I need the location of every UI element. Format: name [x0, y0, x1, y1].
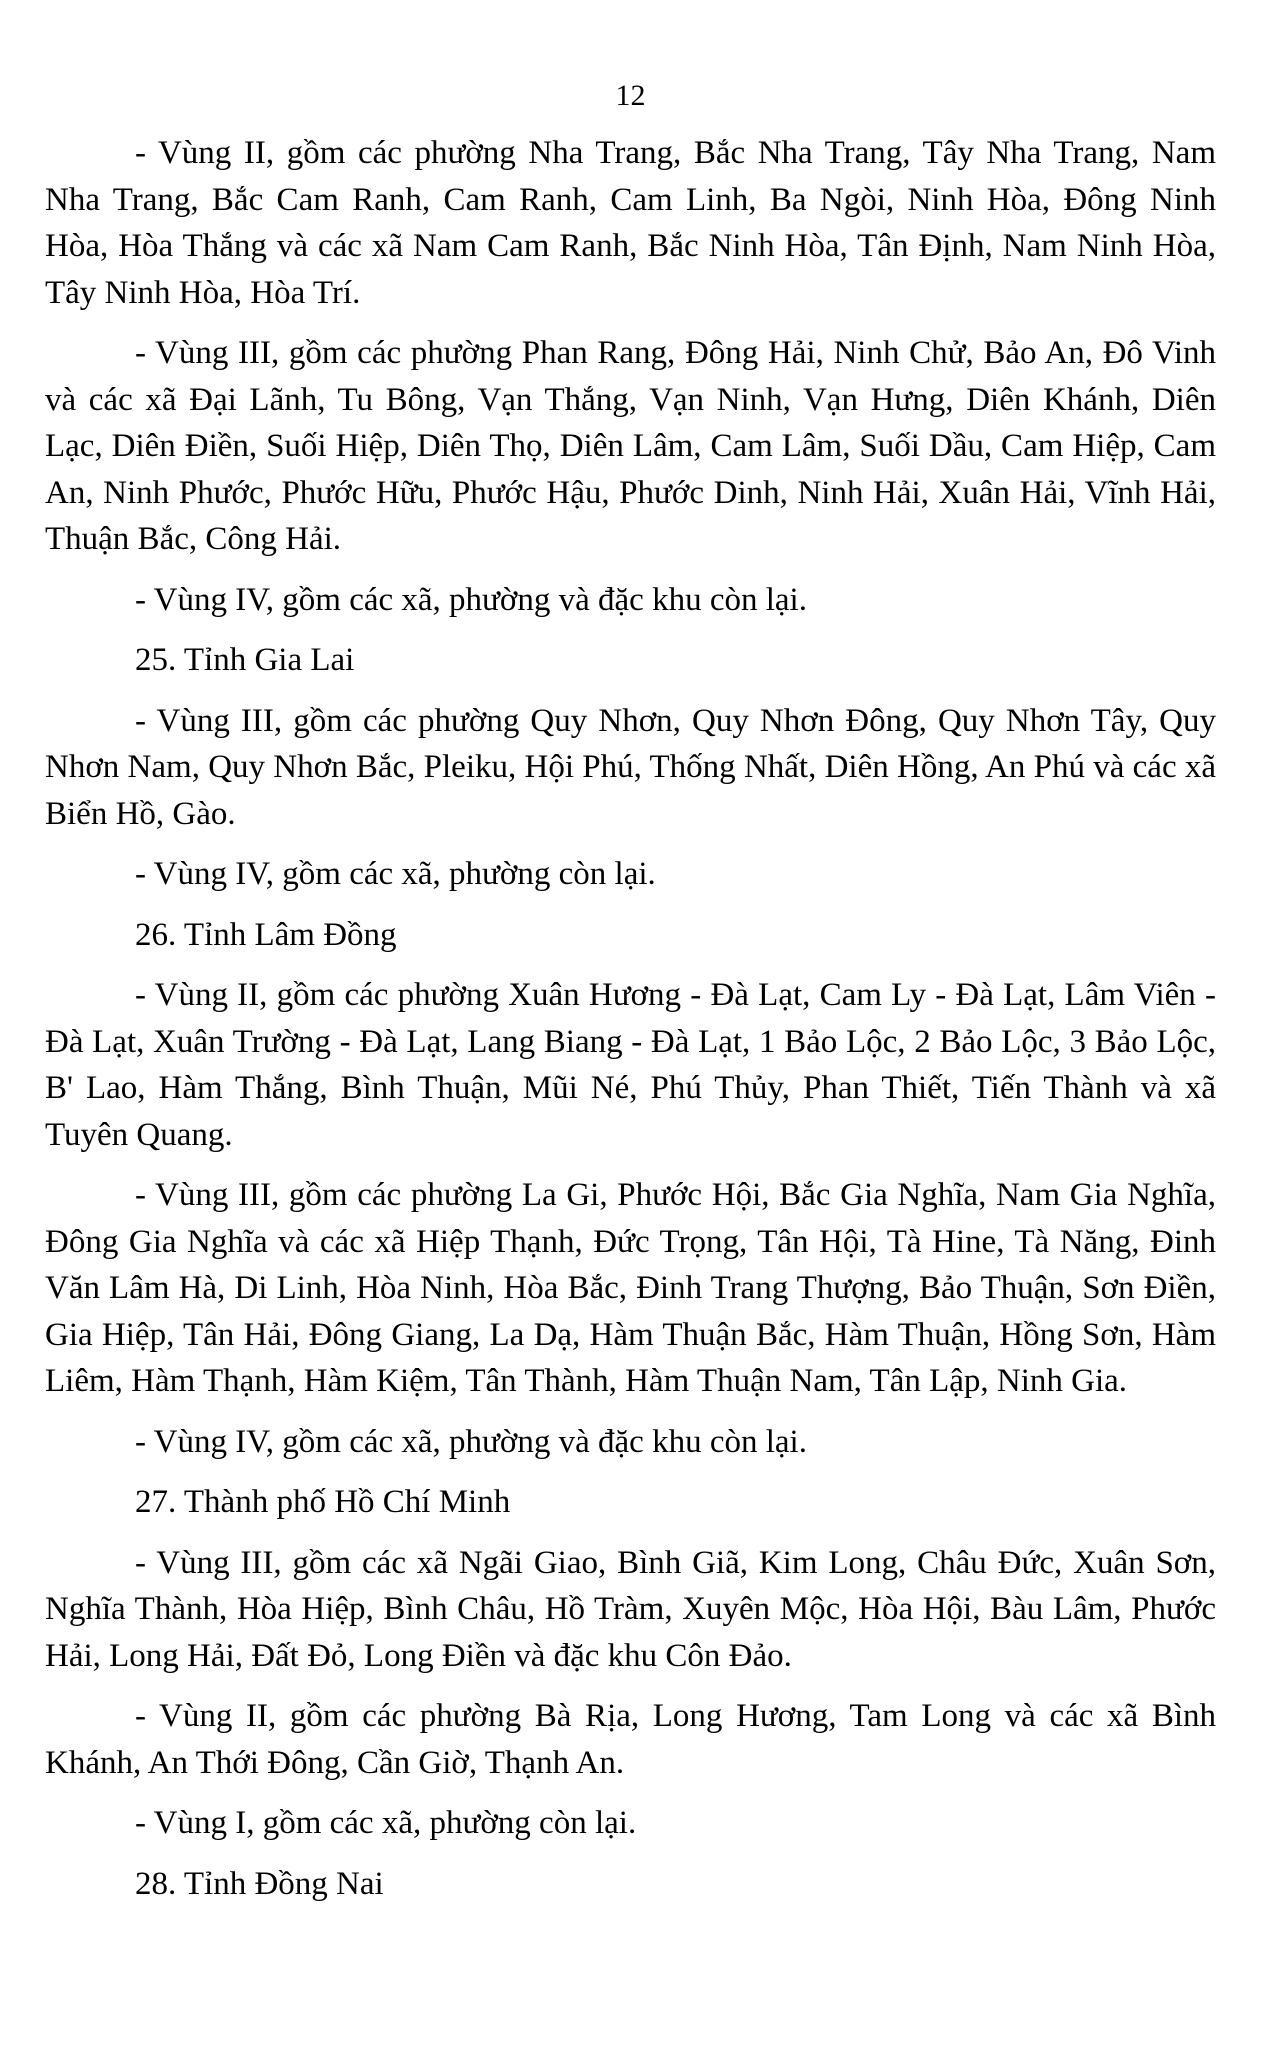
paragraph-lam-dong-vung-2: - Vùng II, gồm các phường Xuân Hương - Đà Lạt, Cam Ly - Đà Lạt, Lâm Viên - Đà Lạt, Xuân Trường - Đà Lạt, Lang Biang - Đà Lạt, 1 Bảo Lộc, 2 Bảo Lộc, 3 Bảo Lộc, B' Lao, Hàm Thắng, Bình Thuận, Mũi Né, Phú Thủy, Phan Thiết, Tiến Thành và xã Tuyên Quang. [45, 977, 1216, 1153]
paragraph-hcm-vung-1: - Vùng I, gồm các xã, phường còn lại. [135, 1805, 637, 1841]
paragraph-khanh-hoa-vung-3: - Vùng III, gồm các phường Phan Rang, Đông Hải, Ninh Chử, Bảo An, Đô Vinh và các xã Đại Lãnh, Tu Bông, Vạn Thắng, Vạn Ninh, Vạn Hưng, Diên Khánh, Diên Lạc, Diên Điền, Suối Hiệp, Diên Thọ, Diên Lâm, Cam Lâm, Suối Dầu, Cam Hiệp, Cam An, Ninh Phước, Phước Hữu, Phước Hậu, Phước Dinh, Ninh Hải, Xuân Hải, Vĩnh Hải, Thuận Bắc, Công Hải. [45, 335, 1216, 557]
paragraph-lam-dong-vung-3: - Vùng III, gồm các phường La Gi, Phước Hội, Bắc Gia Nghĩa, Nam Gia Nghĩa, Đông Gia Nghĩa và các xã Hiệp Thạnh, Đức Trọng, Tân Hội, Tà Hine, Tà Năng, Đinh Văn Lâm Hà, Di Linh, Hòa Ninh, Hòa Bắc, Đinh Trang Thượng, Bảo Thuận, Sơn Điền, Gia Hiệp, Tân Hải, Đông Giang, La Dạ, Hàm Thuận Bắc, Hàm Thuận, Hồng Sơn, Hàm Liêm, Hàm Thạnh, Hàm Kiệm, Tân Thành, Hàm Thuận Nam, Tân Lập, Ninh Gia. [45, 1177, 1216, 1399]
section-heading-dong-nai: 28. Tỉnh Đồng Nai [135, 1865, 384, 1902]
paragraph-khanh-hoa-vung-2: - Vùng II, gồm các phường Nha Trang, Bắc Nha Trang, Tây Nha Trang, Nam Nha Trang, Bắc Cam Ranh, Cam Ranh, Cam Linh, Ba Ngòi, Ninh Hòa, Đông Ninh Hòa, Hòa Thắng và các xã Nam Cam Ranh, Bắc Ninh Hòa, Tân Định, Nam Ninh Hòa, Tây Ninh Hòa, Hòa Trí. [45, 135, 1216, 311]
page-number: 12 [615, 79, 646, 112]
section-heading-lam-dong: 26. Tỉnh Lâm Đồng [135, 916, 397, 953]
paragraph-lam-dong-vung-4: - Vùng IV, gồm các xã, phường và đặc khu còn lại. [135, 1423, 807, 1460]
paragraph-khanh-hoa-vung-4: - Vùng IV, gồm các xã, phường và đặc khu còn lại. [135, 581, 807, 618]
section-heading-ho-chi-minh: 27. Thành phố Hồ Chí Minh [135, 1484, 511, 1520]
paragraph-hcm-vung-2: - Vùng II, gồm các phường Bà Rịa, Long Hương, Tam Long và các xã Bình Khánh, An Thới Đông, Cần Giờ, Thạnh An. [45, 1698, 1216, 1781]
paragraph-gia-lai-vung-3: - Vùng III, gồm các phường Quy Nhơn, Quy Nhơn Đông, Quy Nhơn Tây, Quy Nhơn Nam, Quy Nhơn Bắc, Pleiku, Hội Phú, Thống Nhất, Diên Hồng, An Phú và các xã Biển Hồ, Gào. [45, 702, 1216, 832]
paragraph-gia-lai-vung-4: - Vùng IV, gồm các xã, phường còn lại. [135, 856, 656, 892]
section-heading-gia-lai: 25. Tỉnh Gia Lai [135, 642, 355, 678]
paragraph-hcm-vung-3: - Vùng III, gồm các xã Ngãi Giao, Bình Giã, Kim Long, Châu Đức, Xuân Sơn, Nghĩa Thành, Hòa Hiệp, Bình Châu, Hồ Tràm, Xuyên Mộc, Hòa Hội, Bàu Lâm, Phước Hải, Long Hải, Đất Đỏ, Long Điền và đặc khu Côn Đảo. [45, 1544, 1216, 1674]
